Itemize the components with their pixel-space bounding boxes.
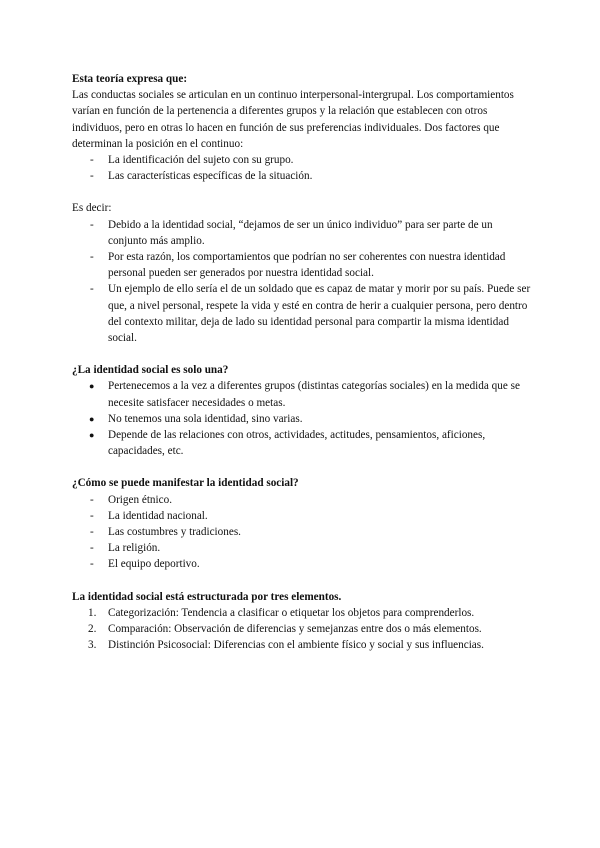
list-item-text: Un ejemplo de ello sería el de un soldado que es capaz de matar y morir por su país. Puede ser que, a nivel personal, respete la vida y esté en contra de herir a cualquier persona, pero dentro del contexto militar, deja de lado su identidad personal para compartir la misma identidad social. <box>108 283 531 345</box>
dash-marker: - <box>90 218 94 231</box>
dash-marker: - <box>90 558 94 571</box>
dash-marker: - <box>90 283 94 296</box>
list-item-text: La identidad nacional. <box>108 509 208 522</box>
list-item-text: Por esta razón, los comportamientos que podrían no ser coherentes con nuestra identidad personal pueden ser generados por nuestra identidad social. <box>108 251 506 280</box>
section3-list <box>72 378 532 459</box>
list-item <box>72 540 532 556</box>
number-marker: 3. <box>88 639 97 652</box>
number-marker: 2. <box>88 623 97 636</box>
bullet-marker: ● <box>89 381 95 392</box>
list-item-text: No tenemos una sola identidad, sino varias. <box>108 412 303 425</box>
bullet-marker: ● <box>89 413 95 424</box>
section3-heading: ¿La identidad social es solo una? <box>72 364 229 377</box>
list-item-text: Las características específicas de la situación. <box>108 170 313 183</box>
list-item-text: Debido a la identidad social, “dejamos de ser un único individuo” para ser parte de un conjunto más amplio. <box>108 218 493 247</box>
list-item <box>72 427 532 459</box>
list-item <box>72 217 532 249</box>
list-item <box>72 637 532 653</box>
list-item <box>72 492 532 508</box>
list-item <box>72 411 532 427</box>
dash-marker: - <box>90 251 94 264</box>
bullet-marker: ● <box>89 430 95 441</box>
list-item <box>72 152 532 168</box>
list-item-text: Las costumbres y tradiciones. <box>108 526 241 539</box>
number-marker: 1. <box>88 606 97 619</box>
list-item <box>72 621 532 637</box>
list-item-text: Origen étnico. <box>108 493 172 506</box>
section2-intro: Es decir: <box>72 202 112 215</box>
list-item-text: Distinción Psicosocial: Diferencias con el ambiente físico y social y sus influencias. <box>108 639 484 652</box>
section1-list <box>72 152 532 184</box>
list-item-text: Comparación: Observación de diferencias y semejanzas entre dos o más elementos. <box>108 623 482 636</box>
dash-marker: - <box>90 170 94 183</box>
dash-marker: - <box>90 154 94 167</box>
dash-marker: - <box>90 509 94 522</box>
list-item-text: El equipo deportivo. <box>108 558 200 571</box>
section4-list <box>72 492 532 573</box>
list-item <box>72 508 532 524</box>
list-item <box>72 168 532 184</box>
section5-list <box>72 605 532 654</box>
list-item <box>72 556 532 572</box>
section1-heading: Esta teoría expresa que: <box>72 73 188 85</box>
list-item-text: Pertenecemos a la vez a diferentes grupos (distintas categorías sociales) en la medida que se necesite satisfacer necesidades o metas. <box>108 380 520 409</box>
list-item <box>72 281 532 346</box>
list-item <box>72 378 532 410</box>
dash-marker: - <box>90 526 94 539</box>
section1-paragraph: Las conductas sociales se articulan en un continuo interpersonal-intergrupal. Los comportamientos varían en función de la pertenencia a diferentes grupos y la relación que establecen con otros individuos, pero en otras lo hacen en función de sus preferencias individuales. Dos factores que determinan la posición en el continuo: <box>72 89 514 150</box>
list-item-text: Depende de las relaciones con otros, actividades, actitudes, pensamientos, aficiones, capacidades, etc. <box>108 429 486 458</box>
list-item-text: Categorización: Tendencia a clasificar o etiquetar los objetos para comprenderlos. <box>108 606 475 619</box>
list-item-text: La identificación del sujeto con su grupo. <box>108 154 294 167</box>
section5-heading: La identidad social está estructurada por tres elementos. <box>72 590 342 603</box>
document-body <box>72 71 532 654</box>
dash-marker: - <box>90 493 94 506</box>
list-item <box>72 249 532 281</box>
list-item <box>72 524 532 540</box>
section2-list <box>72 217 532 347</box>
list-item <box>72 605 532 621</box>
dash-marker: - <box>90 542 94 555</box>
section4-heading: ¿Cómo se puede manifestar la identidad social? <box>72 477 299 490</box>
list-item-text: La religión. <box>108 542 161 555</box>
